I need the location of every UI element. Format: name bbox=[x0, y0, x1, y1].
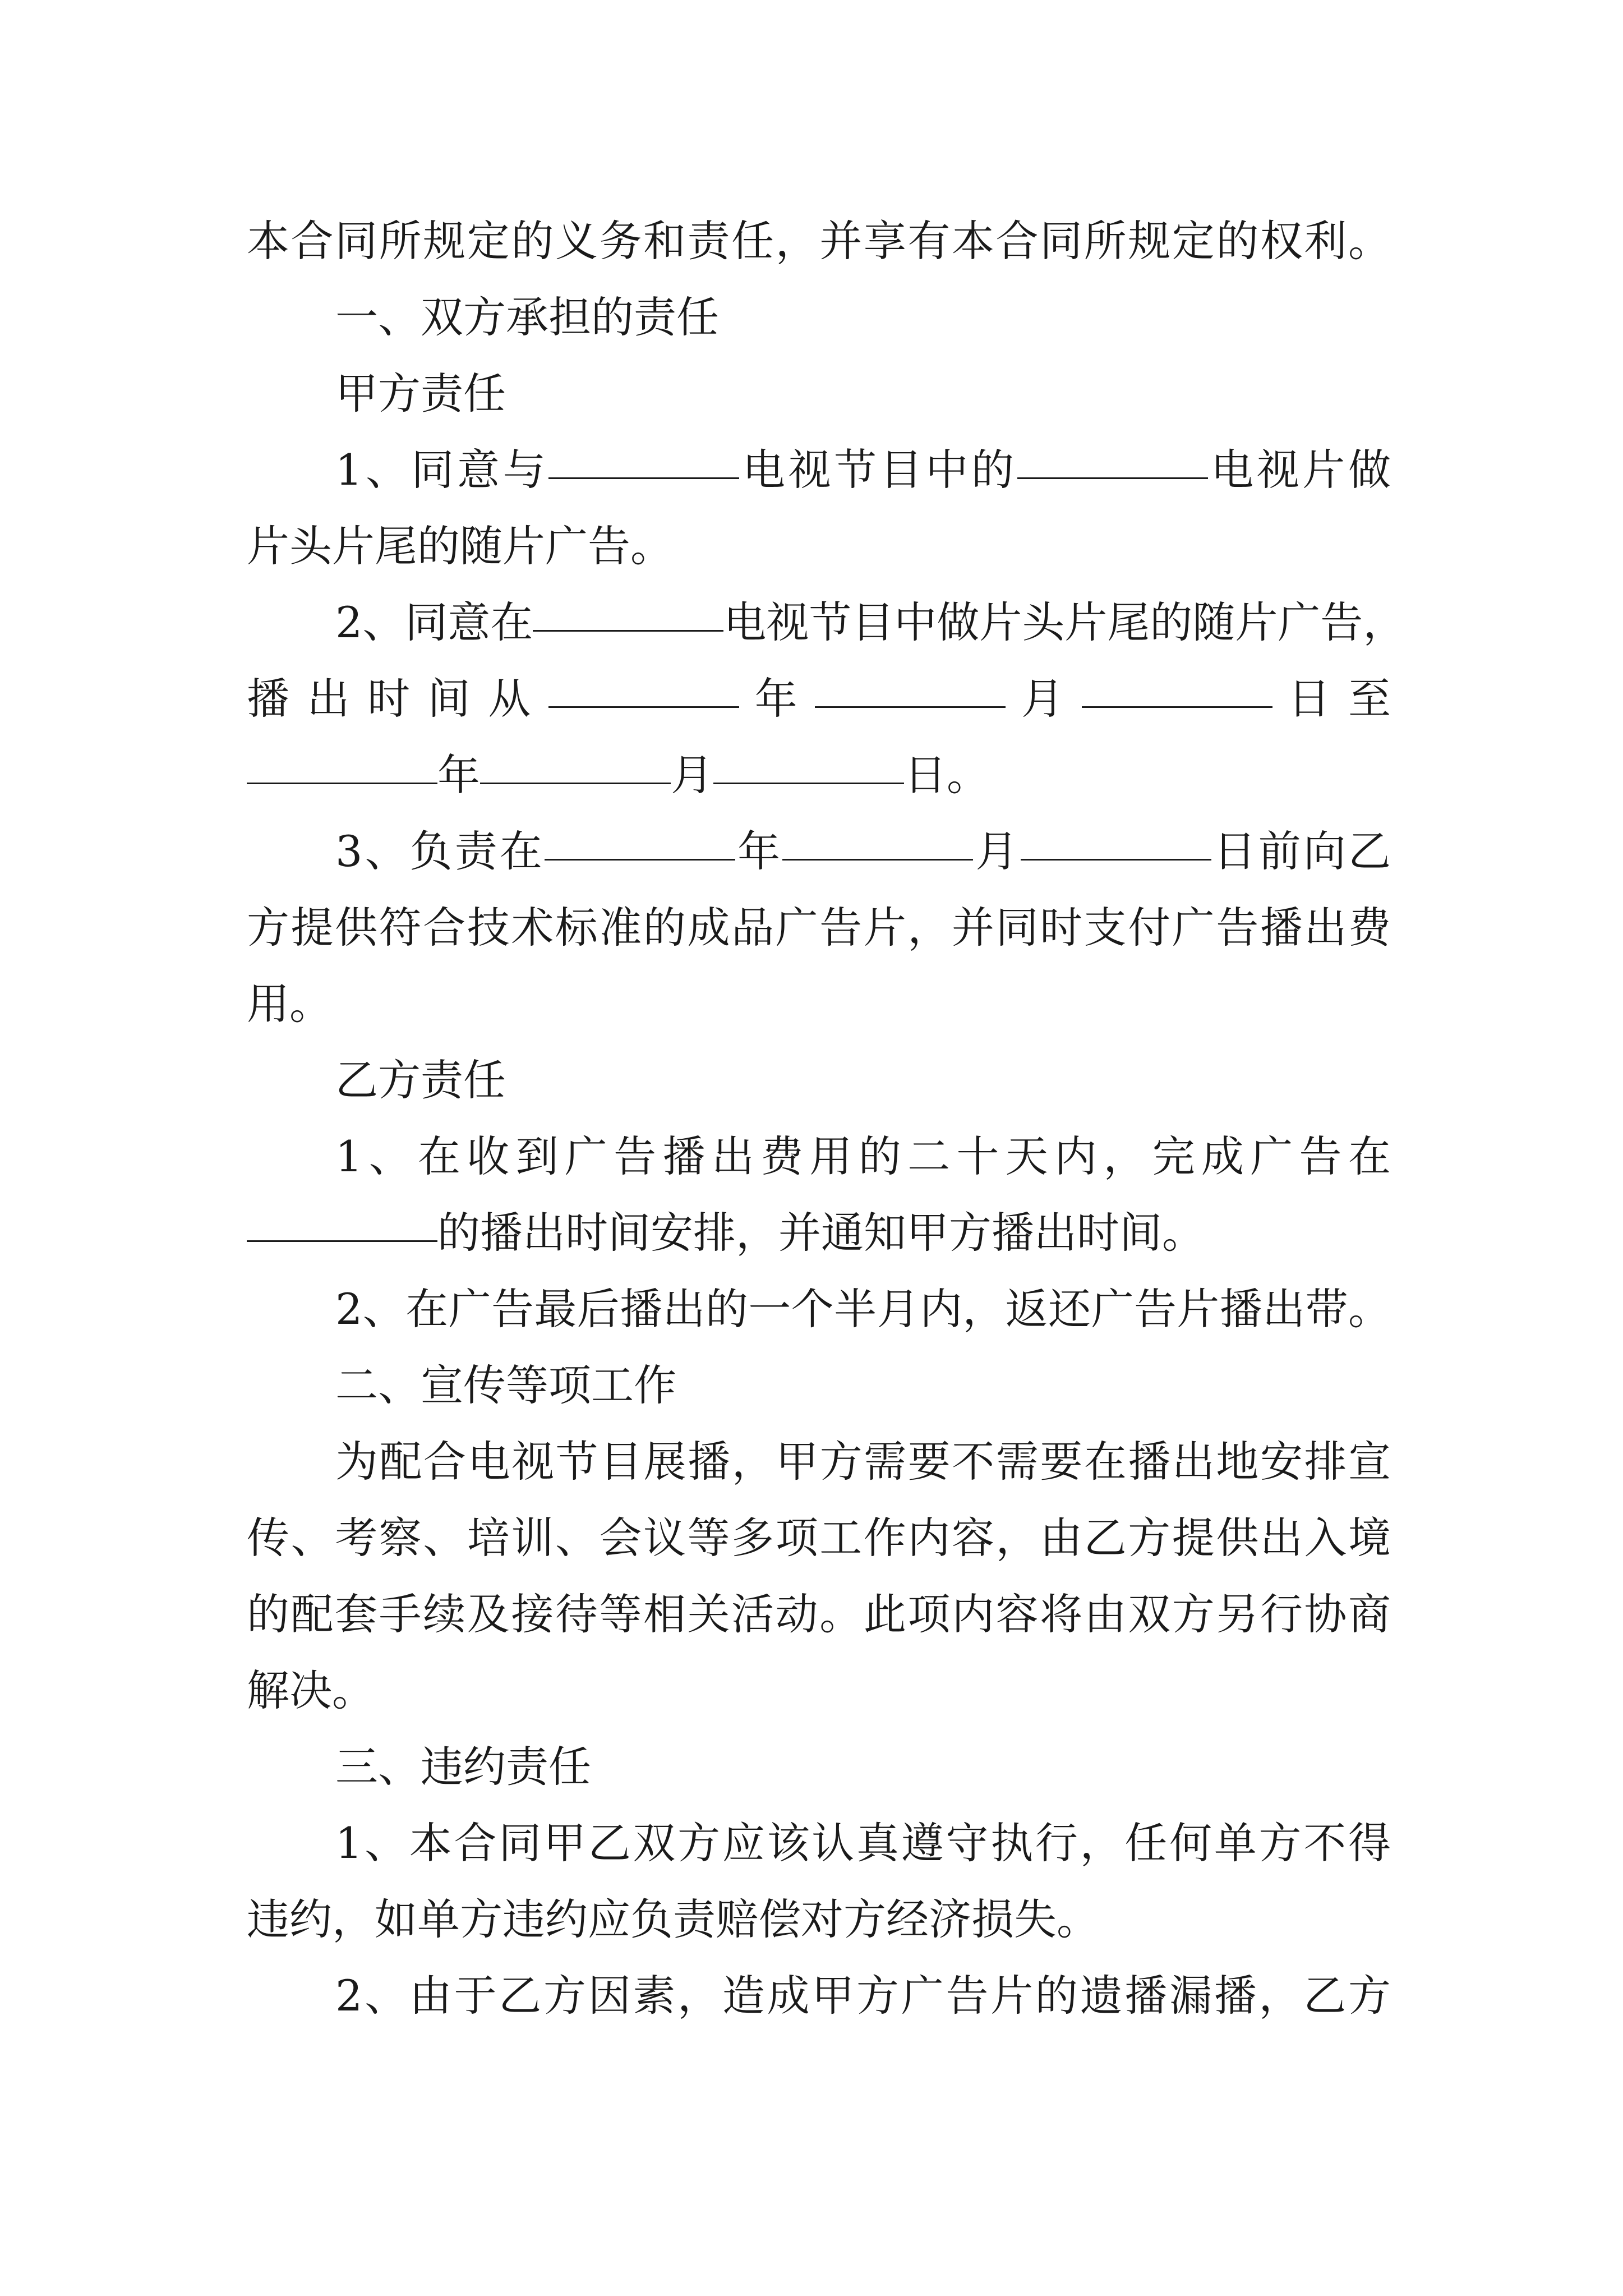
fill-in-blank bbox=[1082, 667, 1272, 708]
section-heading-publicity: 二、宣传等项工作 bbox=[335, 1360, 676, 1410]
fill-in-blank bbox=[815, 667, 1006, 708]
fill-in-blank bbox=[713, 743, 904, 784]
paragraph-line: 的配套手续及接待等相关活动。此项内容将由双方另行协商 bbox=[247, 1589, 1391, 1639]
paragraph-line: 解决。 bbox=[247, 1665, 375, 1715]
paragraph-line: 2、由于乙方因素，造成甲方广告片的遗播漏播，乙方 bbox=[335, 1971, 1391, 2021]
subheading-party-b: 乙方责任 bbox=[335, 1055, 506, 1105]
paragraph-line: 1、在收到广告播出费用的二十天内，完成广告在 bbox=[335, 1131, 1391, 1181]
paragraph-line: 方提供符合技术标准的成品广告片，并同时支付广告播出费 bbox=[247, 903, 1391, 953]
fill-in-blank bbox=[247, 743, 437, 784]
paragraph-line: 本合同所规定的义务和责任，并享有本合同所规定的权利。 bbox=[247, 216, 1391, 266]
section-heading-breach: 三、违约责任 bbox=[335, 1742, 591, 1792]
paragraph-line: 年 月 日。 bbox=[247, 737, 1391, 813]
paragraph-line: 2、在广告最后播出的一个半月内，返还广告片播出带。 bbox=[335, 1284, 1391, 1334]
fill-in-blank bbox=[782, 820, 973, 861]
fill-in-blank bbox=[533, 591, 723, 632]
paragraph-line: 3、负责在 年 月 日前向乙 bbox=[335, 813, 1391, 890]
fill-in-blank bbox=[480, 743, 671, 784]
fill-in-blank bbox=[247, 1201, 437, 1242]
paragraph-line: 传、考察、培训、会议等多项工作内容，由乙方提供出入境 bbox=[247, 1513, 1391, 1563]
subheading-party-a: 甲方责任 bbox=[335, 369, 506, 418]
paragraph-line: 1、同意与 电视节目中的 电视片做 bbox=[335, 432, 1391, 508]
paragraph-line: 违约，如单方违约应负责赔偿对方经济损失。 bbox=[247, 1894, 1099, 1944]
paragraph-line: 片头片尾的随片广告。 bbox=[247, 521, 673, 571]
paragraph-line: 播 出 时 间 从 年 月 日 至 bbox=[247, 661, 1391, 737]
paragraph-line: 2、同意在 电视节目中做片头片尾的随片广告， bbox=[335, 585, 1391, 661]
fill-in-blank bbox=[548, 438, 739, 479]
fill-in-blank bbox=[1021, 820, 1211, 861]
fill-in-blank bbox=[1017, 438, 1208, 479]
paragraph-line: 用。 bbox=[247, 979, 332, 1029]
section-heading-responsibilities: 一、双方承担的责任 bbox=[335, 292, 719, 342]
paragraph-line: 1、本合同甲乙双方应该认真遵守执行，任何单方不得 bbox=[335, 1818, 1391, 1868]
fill-in-blank bbox=[545, 820, 735, 861]
paragraph-line: 的播出时间安排，并通知甲方播出时间。 bbox=[247, 1195, 1391, 1271]
fill-in-blank bbox=[548, 667, 739, 708]
paragraph-line: 为配合电视节目展播，甲方需要不需要在播出地安排宣 bbox=[335, 1437, 1391, 1487]
